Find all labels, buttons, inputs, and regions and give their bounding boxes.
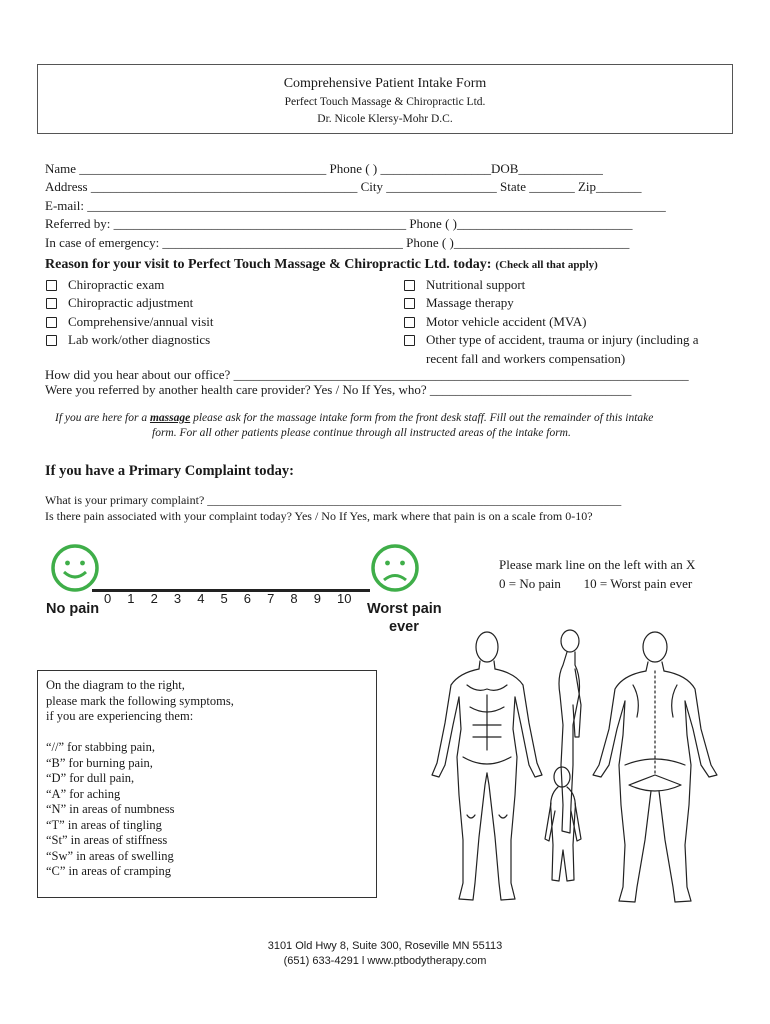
reason-heading	[45, 255, 598, 273]
emergency-contact-line[interactable]: In case of emergency: _____________________________________ Phone ( )___________________________	[45, 235, 630, 250]
checkbox-chiropractic-exam[interactable]	[46, 280, 57, 291]
how-heard-line[interactable]: How did you hear about our office? ______________________________________________________________________	[45, 367, 689, 382]
option-label: Nutritional support	[426, 277, 526, 292]
massage-note-line2: form. For all other patients please continue through all instructed areas of the intake form.	[152, 427, 571, 439]
clinic-name: Perfect Touch Massage & Chiropractic Ltd.	[284, 96, 486, 108]
symptom-code: “C” in areas of cramping	[46, 864, 171, 878]
massage-note-prefix: If you are here for a	[55, 412, 150, 424]
pain-scale-number[interactable]: 7	[267, 591, 275, 606]
scale-legend: 0 = No pain 10 = Worst pain ever	[499, 576, 693, 591]
symptom-code: “//” for stabbing pain,	[46, 740, 155, 754]
footer-address: 3101 Old Hwy 8, Suite 300, Roseville MN 55113	[267, 940, 503, 952]
pain-scale-number[interactable]: 8	[290, 591, 298, 606]
front-view-figure	[432, 632, 542, 900]
option-label: Other type of accident, trauma or injury (including a	[426, 332, 699, 347]
option-label: Comprehensive/annual visit	[68, 314, 214, 329]
symptoms-intro: if you are experiencing them:	[46, 709, 194, 723]
massage-note-line1	[55, 412, 653, 424]
symptoms-instructions-box	[37, 670, 377, 898]
pain-scale-number[interactable]: 2	[150, 591, 158, 606]
checkbox-massage-therapy[interactable]	[404, 298, 415, 309]
name-phone-dob-line[interactable]: Name ______________________________________ Phone ( ) _________________DOB_____________	[45, 161, 603, 176]
footer-contact: (651) 633-4291 l www.ptbodytherapy.com	[283, 955, 487, 967]
address-line[interactable]: Address _________________________________________ City _________________ State _______ Zip_______	[45, 179, 642, 194]
referred-provider-line[interactable]: Were you referred by another health care provider? Yes / No If Yes, who? _______________________________	[45, 382, 632, 397]
checkbox-other-accident[interactable]	[404, 335, 415, 346]
symptom-code: “N” in areas of numbness	[46, 802, 175, 816]
happy-face-icon	[50, 543, 102, 595]
complaint-heading: If you have a Primary Complaint today:	[45, 463, 294, 479]
checkbox-lab-work[interactable]	[46, 335, 57, 346]
body-diagram[interactable]	[415, 625, 725, 915]
pain-scale-number[interactable]: 1	[127, 591, 135, 606]
reason-heading-text: Reason for your visit to Perfect Touch Massage & Chiropractic Ltd. today:	[45, 257, 492, 272]
option-label-continued: recent fall and workers compensation)	[426, 351, 626, 366]
massage-note-rest: please ask for the massage intake form from the front desk staff. Fill out the remainder of this intake	[190, 412, 654, 424]
primary-complaint-line[interactable]: What is your primary complaint? _____________________________________________________________________	[45, 493, 622, 507]
symptom-code: “B” for burning pain,	[46, 756, 153, 770]
pain-scale-number[interactable]: 3	[173, 591, 182, 606]
pain-scale-number[interactable]: 0	[104, 591, 112, 606]
pain-question-line[interactable]: Is there pain associated with your complaint today? Yes / No If Yes, mark where that pain is on a scale from 0-10?	[45, 509, 593, 523]
pain-scale-number[interactable]: 6	[243, 591, 252, 606]
side-view-figure	[559, 630, 581, 833]
symptom-code: “D” for dull pain,	[46, 771, 135, 785]
checkbox-chiropractic-adjustment[interactable]	[46, 298, 57, 309]
email-line[interactable]: E-mail: _________________________________________________________________________________________	[45, 198, 666, 213]
pain-scale-number[interactable]: 10	[337, 591, 352, 606]
sad-face-icon	[370, 543, 422, 595]
pain-scale-number[interactable]: 9	[313, 591, 321, 606]
reason-note: (Check all that apply)	[495, 259, 598, 271]
option-label: Massage therapy	[426, 295, 514, 310]
checkbox-mva[interactable]	[404, 317, 415, 328]
option-label: Motor vehicle accident (MVA)	[426, 314, 587, 329]
child-figure	[545, 767, 581, 881]
form-title: Comprehensive Patient Intake Form	[283, 76, 487, 91]
option-label: Chiropractic adjustment	[68, 295, 194, 310]
symptom-code: “St” in areas of stiffness	[46, 833, 168, 847]
symptom-code: “A” for aching	[46, 787, 121, 801]
option-label: Lab work/other diagnostics	[68, 332, 211, 347]
worst-pain-label-ever: ever	[389, 619, 419, 635]
pain-scale-number[interactable]: 5	[220, 591, 228, 606]
no-pain-label: No pain	[46, 601, 100, 617]
pain-scale-number[interactable]: 4	[197, 591, 205, 606]
option-label: Chiropractic exam	[68, 277, 165, 292]
back-view-figure	[593, 632, 717, 902]
symptom-code: “Sw” in areas of swelling	[46, 849, 174, 863]
symptom-code: “T” in areas of tingling	[46, 818, 162, 832]
referred-by-line[interactable]: Referred by: _____________________________________________ Phone ( )___________________________	[45, 216, 633, 231]
scale-instruction: Please mark line on the left with an X	[499, 557, 696, 572]
massage-keyword: massage	[149, 412, 191, 424]
symptoms-intro: On the diagram to the right,	[46, 678, 185, 692]
checkbox-nutritional-support[interactable]	[404, 280, 415, 291]
doctor-name: Dr. Nicole Klersy-Mohr D.C.	[317, 113, 453, 125]
worst-pain-label: Worst pain	[367, 601, 442, 617]
checkbox-annual-visit[interactable]	[46, 317, 57, 328]
symptoms-intro: please mark the following symptoms,	[46, 694, 234, 708]
form-header	[37, 64, 733, 134]
